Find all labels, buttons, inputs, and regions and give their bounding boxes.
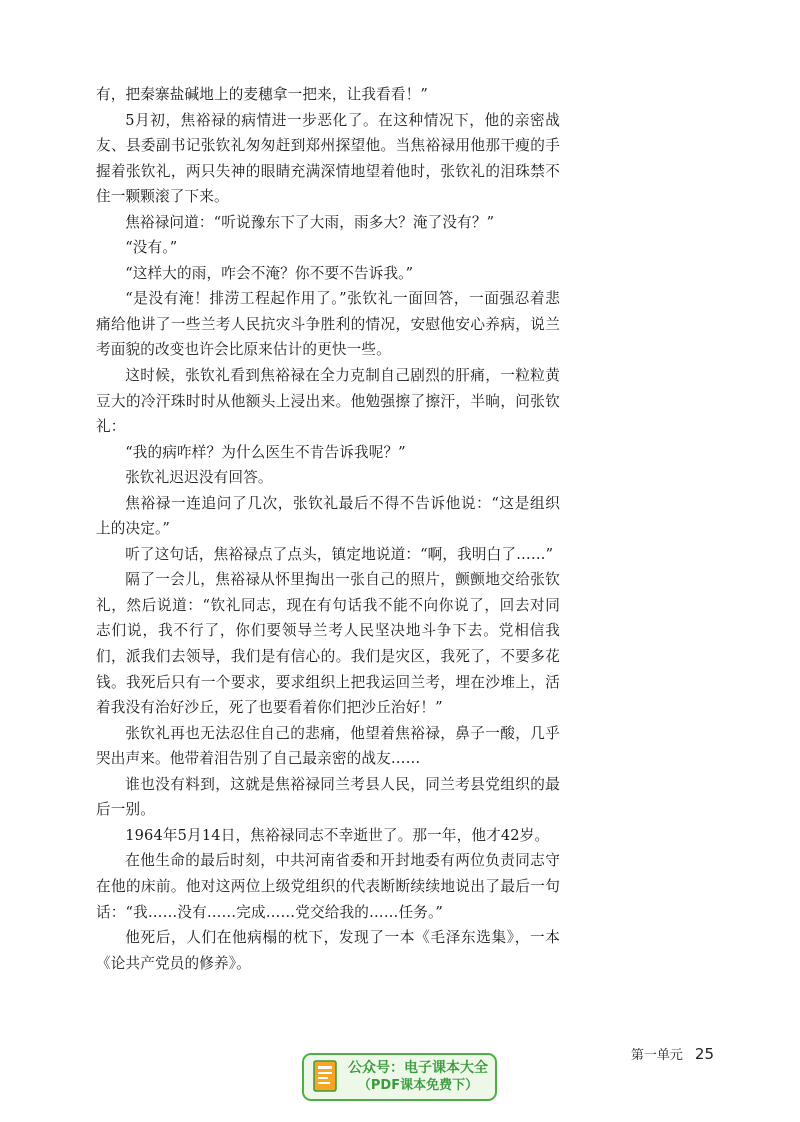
body-text [96,82,560,976]
paragraph: 张钦礼再也无法忍住自己的悲痛，他望着焦裕禄，鼻子一酸，几乎哭出声来。他带着泪告别了自己最亲密的战友…… [96,724,560,768]
paragraph: 张钦礼迟迟没有回答。 [125,469,273,487]
watermark-line2: （PDF课本免费下） [357,1078,479,1093]
unit-label: 第一单元 [630,1048,683,1063]
paragraph: 隔了一会儿，焦裕禄从怀里掏出一张自己的照片，颤颤地交给张钦礼，然后说道：“钦礼同志，现在有句话我不能不向你说了，回去对同志们说，我不行了，你们要领导兰考人民坚决地斗争下去。党相信我们，派我们去领导，我们是有信心的。我们是灾区，我死了，不要多花钱。我死后只有一个要求，要求组织上把我运回兰考，埋在沙堆上，活着我没有治好沙丘，死了也要看着你们把沙丘治好！” [96,571,560,717]
paragraph: 在他生命的最后时刻，中共河南省委和开封地委有两位负责同志守在他的床前。他对这两位上级党组织的代表断断续续地说出了最后一句话：“我……没有……完成……党交给我的……任务。” [96,852,560,921]
paragraph: 听了这句话，焦裕禄点了点头，镇定地说道：“啊，我明白了……” [125,545,554,563]
watermark-badge [302,1053,497,1101]
paragraph: 1964年5月14日，焦裕禄同志不幸逝世了。那一年，他才42岁。 [125,826,550,844]
page-number: 25 [694,1045,714,1063]
watermark-line1: 公众号：电子课本大全 [348,1060,488,1076]
page-footer [631,1044,714,1063]
paragraph: 这时候，张钦礼看到焦裕禄在全力克制自己剧烈的肝痛，一粒粒黄豆大的冷汗珠时时从他额头上浸出来。他勉强擦了擦汗，半晌，问张钦礼： [96,367,560,436]
paragraph: “没有。” [125,239,178,257]
paragraph: 焦裕禄一连追问了几次，张钦礼最后不得不告诉他说：“这是组织上的决定。” [96,494,560,538]
paragraph: 他死后，人们在他病榻的枕下，发现了一本《毛泽东选集》，一本《论共产党员的修养》。 [96,929,560,972]
paragraph: 5月初，焦裕禄的病情进一步恶化了。在这种情况下，他的亲密战友、县委副书记张钦礼匆匆赶到郑州探望他。当焦裕禄用他那干瘦的手握着张钦礼，两只失神的眼睛充满深情地望着他时，张钦礼的泪珠禁不住一颗颗滚了下来。 [96,111,560,206]
paragraph: “这样大的雨，咋会不淹？你不要不告诉我。” [125,264,414,282]
textbook-icon [311,1057,341,1097]
paragraph: 焦裕禄问道：“听说豫东下了大雨，雨多大？淹了没有？” [125,213,495,231]
paragraph: 有，把秦寨盐碱地上的麦穗拿一把来，让我看看！” [96,86,428,103]
paragraph: “是没有淹！排涝工程起作用了。”张钦礼一面回答，一面强忍着悲痛给他讲了一些兰考人民抗灾斗争胜利的情况，安慰他安心养病，说兰考面貌的改变也许会比原来估计的更快一些。 [96,290,560,359]
paragraph: “我的病咋样？为什么医生不肯告诉我呢？” [125,443,406,461]
paragraph: 谁也没有料到，这就是焦裕禄同兰考县人民，同兰考县党组织的最后一别。 [96,775,560,819]
